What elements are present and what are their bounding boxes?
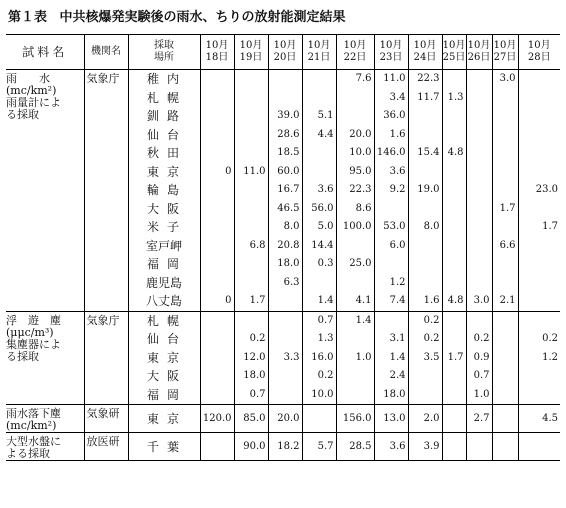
- value-cell: 20.0: [268, 405, 302, 433]
- value-cell: [200, 107, 234, 126]
- value-cell: [442, 70, 466, 89]
- value-cell: [200, 386, 234, 405]
- table-row: [6, 311, 560, 330]
- value-cell: [268, 311, 302, 330]
- value-cell: [466, 163, 492, 182]
- header-org: 機関名: [84, 35, 128, 70]
- place-cell: 室戸岬: [128, 237, 200, 256]
- value-cell: 16.7: [268, 181, 302, 200]
- value-cell: 2.0: [408, 405, 442, 433]
- value-cell: [518, 386, 560, 405]
- value-cell: 12.0: [234, 349, 268, 368]
- value-cell: [268, 386, 302, 405]
- value-cell: [408, 274, 442, 293]
- value-cell: 8.0: [268, 218, 302, 237]
- value-cell: [408, 367, 442, 386]
- value-cell: [492, 89, 518, 108]
- value-cell: 2.1: [492, 292, 518, 311]
- value-cell: [466, 200, 492, 219]
- value-cell: 18.2: [268, 433, 302, 461]
- value-cell: [374, 200, 408, 219]
- place-cell: 東京: [128, 349, 200, 368]
- value-cell: 1.2: [374, 274, 408, 293]
- value-cell: 5.7: [302, 433, 336, 461]
- value-cell: 0.2: [302, 367, 336, 386]
- value-cell: [268, 89, 302, 108]
- value-cell: 3.6: [374, 433, 408, 461]
- value-cell: 28.6: [268, 126, 302, 145]
- value-cell: [200, 89, 234, 108]
- value-cell: [442, 163, 466, 182]
- value-cell: [442, 126, 466, 145]
- value-cell: [492, 405, 518, 433]
- value-cell: [442, 405, 466, 433]
- header-date: 10月 28日: [518, 35, 560, 70]
- value-cell: [200, 255, 234, 274]
- value-cell: 20.0: [336, 126, 374, 145]
- place-cell: 東京: [128, 405, 200, 433]
- value-cell: [492, 144, 518, 163]
- value-cell: 4.5: [518, 405, 560, 433]
- value-cell: [302, 274, 336, 293]
- value-cell: 4.8: [442, 292, 466, 311]
- place-cell: 仙台: [128, 330, 200, 349]
- value-cell: [336, 386, 374, 405]
- value-cell: [518, 433, 560, 461]
- header-date: 10月 27日: [492, 35, 518, 70]
- value-cell: [466, 218, 492, 237]
- value-cell: 0.7: [466, 367, 492, 386]
- value-cell: [234, 70, 268, 89]
- value-cell: [442, 311, 466, 330]
- value-cell: [466, 433, 492, 461]
- value-cell: 1.4: [374, 349, 408, 368]
- value-cell: 3.9: [408, 433, 442, 461]
- value-cell: [492, 367, 518, 386]
- value-cell: [336, 89, 374, 108]
- table-body: [6, 70, 560, 461]
- value-cell: [234, 107, 268, 126]
- value-cell: 0.2: [234, 330, 268, 349]
- value-cell: [442, 255, 466, 274]
- value-cell: 0.2: [408, 311, 442, 330]
- value-cell: 6.8: [234, 237, 268, 256]
- value-cell: [518, 89, 560, 108]
- value-cell: 5.0: [302, 218, 336, 237]
- value-cell: 60.0: [268, 163, 302, 182]
- header-date: 10月 18日: [200, 35, 234, 70]
- value-cell: [302, 89, 336, 108]
- value-cell: [518, 237, 560, 256]
- place-cell: 秋田: [128, 144, 200, 163]
- value-cell: [442, 330, 466, 349]
- value-cell: [466, 107, 492, 126]
- value-cell: 6.3: [268, 274, 302, 293]
- value-cell: 5.1: [302, 107, 336, 126]
- value-cell: [492, 274, 518, 293]
- value-cell: 22.3: [336, 181, 374, 200]
- value-cell: 25.0: [336, 255, 374, 274]
- value-cell: 1.4: [336, 311, 374, 330]
- value-cell: [518, 367, 560, 386]
- place-cell: 輪島: [128, 181, 200, 200]
- value-cell: [492, 163, 518, 182]
- value-cell: [492, 386, 518, 405]
- value-cell: [492, 349, 518, 368]
- value-cell: 11.0: [374, 70, 408, 89]
- value-cell: 18.0: [234, 367, 268, 386]
- value-cell: [408, 255, 442, 274]
- value-cell: 11.7: [408, 89, 442, 108]
- value-cell: [442, 386, 466, 405]
- sample-name-cell: 雨水落下塵 (mc/km²): [6, 405, 84, 433]
- value-cell: 8.0: [408, 218, 442, 237]
- value-cell: [492, 433, 518, 461]
- value-cell: [200, 126, 234, 145]
- header-sample: 試料名: [6, 35, 84, 70]
- value-cell: [200, 144, 234, 163]
- place-cell: 千葉: [128, 433, 200, 461]
- header-date: 10月 19日: [234, 35, 268, 70]
- header-date: 10月 24日: [408, 35, 442, 70]
- org-name-cell: 気象庁: [84, 311, 128, 405]
- value-cell: [518, 70, 560, 89]
- value-cell: 146.0: [374, 144, 408, 163]
- value-cell: 6.0: [374, 237, 408, 256]
- table-row: [6, 405, 560, 433]
- value-cell: 1.6: [408, 292, 442, 311]
- value-cell: 0.9: [466, 349, 492, 368]
- value-cell: 1.4: [302, 292, 336, 311]
- value-cell: [374, 255, 408, 274]
- value-cell: [234, 89, 268, 108]
- value-cell: [200, 181, 234, 200]
- value-cell: [336, 367, 374, 386]
- value-cell: 7.4: [374, 292, 408, 311]
- value-cell: 4.1: [336, 292, 374, 311]
- sample-name-cell: 大型水盤に よる採取: [6, 433, 84, 461]
- value-cell: [234, 144, 268, 163]
- value-cell: [302, 405, 336, 433]
- value-cell: [442, 107, 466, 126]
- value-cell: [442, 181, 466, 200]
- value-cell: [200, 367, 234, 386]
- value-cell: 3.6: [374, 163, 408, 182]
- value-cell: [268, 330, 302, 349]
- value-cell: 18.0: [268, 255, 302, 274]
- sample-name-cell: 雨 水 (mc/km²) 雨量計によ る採取: [6, 70, 84, 312]
- value-cell: 1.7: [518, 218, 560, 237]
- value-cell: 10.0: [302, 386, 336, 405]
- value-cell: 18.5: [268, 144, 302, 163]
- value-cell: [234, 274, 268, 293]
- place-cell: 福岡: [128, 386, 200, 405]
- value-cell: 1.7: [234, 292, 268, 311]
- value-cell: [442, 367, 466, 386]
- value-cell: [408, 107, 442, 126]
- value-cell: [336, 330, 374, 349]
- place-cell: 福岡: [128, 255, 200, 274]
- value-cell: 1.7: [492, 200, 518, 219]
- value-cell: [466, 274, 492, 293]
- value-cell: [518, 311, 560, 330]
- value-cell: [302, 70, 336, 89]
- value-cell: [200, 70, 234, 89]
- place-cell: 大阪: [128, 367, 200, 386]
- value-cell: [408, 163, 442, 182]
- value-cell: 53.0: [374, 218, 408, 237]
- value-cell: [442, 200, 466, 219]
- value-cell: 2.7: [466, 405, 492, 433]
- value-cell: 0.3: [302, 255, 336, 274]
- sample-name-cell: 浮 遊 塵 (μμc/m³) 集塵器によ る採取: [6, 311, 84, 405]
- value-cell: [408, 200, 442, 219]
- value-cell: 120.0: [200, 405, 234, 433]
- value-cell: [408, 237, 442, 256]
- place-cell: 札幌: [128, 311, 200, 330]
- value-cell: [492, 218, 518, 237]
- place-cell: 大阪: [128, 200, 200, 219]
- value-cell: [492, 255, 518, 274]
- value-cell: [466, 181, 492, 200]
- value-cell: 20.8: [268, 237, 302, 256]
- header-place: 採取 場所: [128, 35, 200, 70]
- value-cell: [336, 237, 374, 256]
- value-cell: 15.4: [408, 144, 442, 163]
- value-cell: [442, 218, 466, 237]
- table-row: [6, 433, 560, 461]
- value-cell: [442, 274, 466, 293]
- value-cell: 46.5: [268, 200, 302, 219]
- value-cell: [518, 126, 560, 145]
- table-title: [8, 6, 346, 25]
- value-cell: 0: [200, 163, 234, 182]
- value-cell: [466, 70, 492, 89]
- value-cell: 39.0: [268, 107, 302, 126]
- value-cell: 4.8: [442, 144, 466, 163]
- value-cell: [200, 200, 234, 219]
- value-cell: [234, 181, 268, 200]
- value-cell: 0.2: [408, 330, 442, 349]
- value-cell: 0.2: [518, 330, 560, 349]
- value-cell: [518, 255, 560, 274]
- value-cell: 22.3: [408, 70, 442, 89]
- value-cell: [518, 292, 560, 311]
- value-cell: 0: [200, 292, 234, 311]
- value-cell: 1.7: [442, 349, 466, 368]
- place-cell: 釧路: [128, 107, 200, 126]
- value-cell: [492, 126, 518, 145]
- place-cell: 仙台: [128, 126, 200, 145]
- header-row: [6, 35, 560, 70]
- org-name-cell: 気象研: [84, 405, 128, 433]
- place-cell: 東京: [128, 163, 200, 182]
- value-cell: 0.7: [302, 311, 336, 330]
- value-cell: [466, 237, 492, 256]
- value-cell: 0.7: [234, 386, 268, 405]
- value-cell: 8.6: [336, 200, 374, 219]
- value-cell: 1.3: [302, 330, 336, 349]
- value-cell: [268, 367, 302, 386]
- value-cell: [518, 144, 560, 163]
- value-cell: [408, 386, 442, 405]
- value-cell: 6.6: [492, 237, 518, 256]
- value-cell: [518, 274, 560, 293]
- value-cell: 14.4: [302, 237, 336, 256]
- value-cell: [492, 311, 518, 330]
- place-cell: 八丈島: [128, 292, 200, 311]
- value-cell: [466, 89, 492, 108]
- value-cell: 56.0: [302, 200, 336, 219]
- value-cell: [200, 311, 234, 330]
- value-cell: [234, 311, 268, 330]
- value-cell: [492, 107, 518, 126]
- value-cell: 3.6: [302, 181, 336, 200]
- value-cell: 16.0: [302, 349, 336, 368]
- value-cell: [200, 237, 234, 256]
- table-row: [6, 70, 560, 89]
- value-cell: [492, 330, 518, 349]
- value-cell: 100.0: [336, 218, 374, 237]
- header-date: 10月 21日: [302, 35, 336, 70]
- value-cell: [518, 107, 560, 126]
- value-cell: 18.0: [374, 386, 408, 405]
- value-cell: [466, 144, 492, 163]
- value-cell: [518, 163, 560, 182]
- header-date: 10月 26日: [466, 35, 492, 70]
- value-cell: [234, 126, 268, 145]
- value-cell: [200, 349, 234, 368]
- value-cell: 13.0: [374, 405, 408, 433]
- value-cell: 3.0: [466, 292, 492, 311]
- value-cell: 11.0: [234, 163, 268, 182]
- value-cell: 95.0: [336, 163, 374, 182]
- value-cell: 3.1: [374, 330, 408, 349]
- place-cell: 米子: [128, 218, 200, 237]
- value-cell: [200, 433, 234, 461]
- org-name-cell: 気象庁: [84, 70, 128, 312]
- value-cell: 36.0: [374, 107, 408, 126]
- value-cell: [268, 70, 302, 89]
- value-cell: [200, 330, 234, 349]
- header-date: 10月 20日: [268, 35, 302, 70]
- value-cell: 7.6: [336, 70, 374, 89]
- value-cell: [374, 311, 408, 330]
- value-cell: [518, 200, 560, 219]
- value-cell: 3.0: [492, 70, 518, 89]
- place-cell: 札幌: [128, 89, 200, 108]
- value-cell: 2.4: [374, 367, 408, 386]
- value-cell: 9.2: [374, 181, 408, 200]
- value-cell: 1.3: [442, 89, 466, 108]
- value-cell: [200, 218, 234, 237]
- value-cell: [336, 107, 374, 126]
- org-name-cell: 放医研: [84, 433, 128, 461]
- value-cell: 156.0: [336, 405, 374, 433]
- value-cell: [492, 181, 518, 200]
- value-cell: [442, 433, 466, 461]
- value-cell: [408, 126, 442, 145]
- table-caption: 中共核爆発実験後の雨水、ちりの放射能測定結果: [59, 10, 346, 25]
- value-cell: 85.0: [234, 405, 268, 433]
- value-cell: 3.5: [408, 349, 442, 368]
- value-cell: 1.0: [336, 349, 374, 368]
- value-cell: [268, 292, 302, 311]
- value-cell: 3.4: [374, 89, 408, 108]
- value-cell: 19.0: [408, 181, 442, 200]
- value-cell: [234, 200, 268, 219]
- value-cell: 0.2: [466, 330, 492, 349]
- header-date: 10月 23日: [374, 35, 408, 70]
- value-cell: [234, 255, 268, 274]
- place-cell: 稚内: [128, 70, 200, 89]
- value-cell: [200, 274, 234, 293]
- table-number: 第１表: [8, 10, 48, 25]
- value-cell: [466, 255, 492, 274]
- value-cell: 1.2: [518, 349, 560, 368]
- value-cell: 90.0: [234, 433, 268, 461]
- value-cell: [234, 218, 268, 237]
- place-cell: 鹿児島: [128, 274, 200, 293]
- value-cell: 4.4: [302, 126, 336, 145]
- value-cell: 1.6: [374, 126, 408, 145]
- value-cell: 1.0: [466, 386, 492, 405]
- value-cell: 28.5: [336, 433, 374, 461]
- radioactivity-table: [6, 34, 560, 461]
- value-cell: [302, 163, 336, 182]
- value-cell: 10.0: [336, 144, 374, 163]
- header-date: 10月 22日: [336, 35, 374, 70]
- value-cell: [336, 274, 374, 293]
- value-cell: 23.0: [518, 181, 560, 200]
- value-cell: 3.3: [268, 349, 302, 368]
- header-date: 10月 25日: [442, 35, 466, 70]
- value-cell: [442, 237, 466, 256]
- value-cell: [466, 311, 492, 330]
- value-cell: [302, 144, 336, 163]
- value-cell: [466, 126, 492, 145]
